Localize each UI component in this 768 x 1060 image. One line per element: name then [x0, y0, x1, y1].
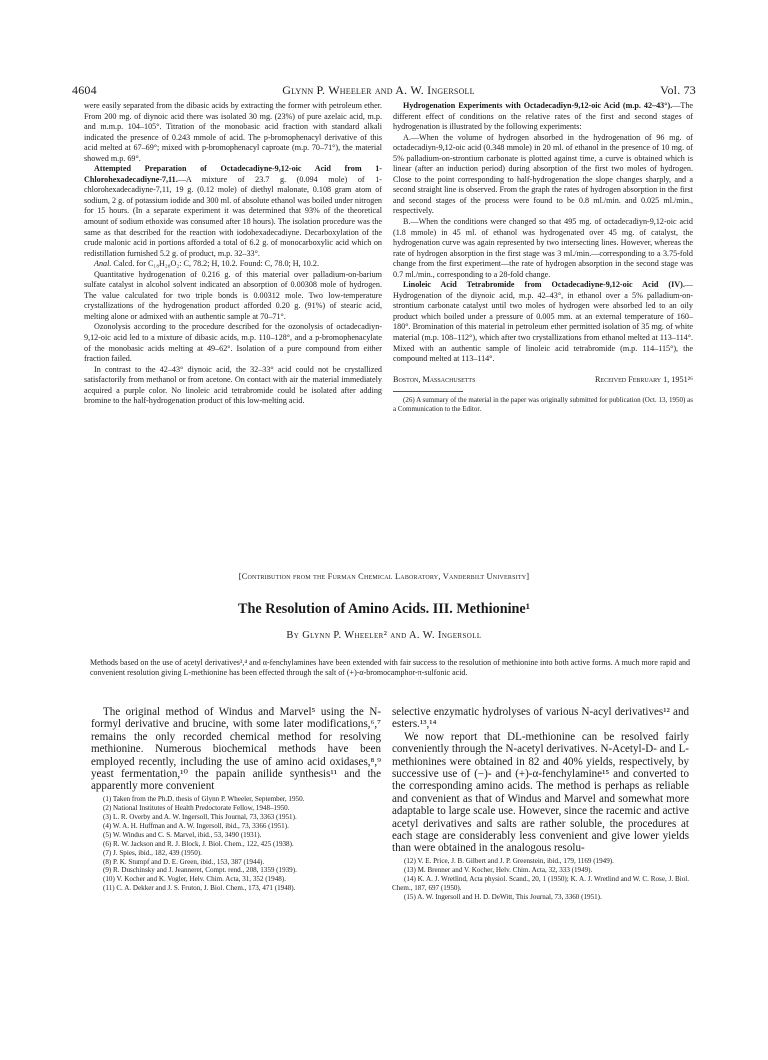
- footnote: (14) K. A. J. Wretlind, Acta physiol. Scand., 20, 1 (1950); K. A. J. Wretlind and W. C. Rose, J. Biol. Chem., 187, 697 (1950).: [392, 874, 689, 892]
- article-authors: By Glynn P. Wheeler² and A. W. Ingersoll: [286, 630, 482, 641]
- footnote: (6) R. W. Jackson and R. J. Block, J. Biol. Chem., 122, 425 (1938).: [103, 839, 294, 848]
- footnote: (11) C. A. Dekker and J. S. Fruton, J. Biol. Chem., 173, 471 (1948).: [103, 884, 296, 893]
- received-line: [393, 375, 693, 386]
- footnote: (2) National Institutes of Health Predoctorate Fellow, 1948–1950.: [103, 803, 290, 812]
- left-column-top: [84, 101, 382, 407]
- left-column-body: [91, 706, 381, 893]
- volume-label: Vol. 73: [660, 83, 696, 97]
- article-title: The Resolution of Amino Acids. III. Methionine¹: [238, 601, 530, 617]
- paragraph: The original method of Windus and Marvel⁵ using the N-formyl derivative and brucine, with some later modifications,⁶,⁷ remains the only recorded chemical method for resolving methionine. Numerous biochemical methods have been employed recently, including the use of amino acid oxidases,⁸,⁹ yeast fermentation,¹⁰ the papain anilide synthesis¹¹ and the apparently more convenient: [91, 706, 381, 793]
- paragraph: Quantitative hydrogenation of 0.216 g. of this material over palladium-on-barium sulfate catalyst in alcohol solvent indicated an absorption of 0.00308 mole of hydrogen. The value calculated for two triple bonds is 0.00312 mole. Two low-temperature crystallizations of the hydrogenation product afforded 0.20 g. (91%) of stearic acid, melting alone or admixed with an authentic sample at 70–71°.: [84, 269, 382, 321]
- paragraph: [393, 101, 693, 133]
- footnote-divider: [393, 391, 463, 392]
- running-title: Glynn P. Wheeler and A. W. Ingersoll: [282, 83, 475, 97]
- abstract: Methods based on the use of acetyl derivatives³,⁴ and α-fenchylamines have been extended with fair success to the resolution of methionine into both active forms. A much more rapid and convenient resolution giving L-methionine has been effected through the salt of (+)-α-bromocamphor-π-sulfonic acid.: [90, 658, 690, 677]
- footnote: (1) Taken from the Ph.D. thesis of Glynn P. Wheeler, September, 1950.: [103, 794, 305, 803]
- paragraph-text: —A mixture of 23.7 g. (0.094 mole) of 1-chlorohexadecadiyne-7,11, 19 g. (0.12 mole) of diethyl malonate, 0.108 gram atom of sodium, 2 g. of potassium iodide and 300 ml. of absolute ethanol was boiled under nitrogen for 15 hours. (In a separate experiment it was determined that 93% of the theoretical amount of sodium ethoxide was consumed after 18 hours). The isolation procedure was the same as that described for the reaction with iodohexadecadiyne. Decarboxylation of the crude malonic acid in portions afforded a total of 6.2 g. of monocarboxylic acid which on redistillation furnished 5.2 g. of product, m.p. 32–33°.: [84, 174, 382, 258]
- footnote: (13) M. Brenner and V. Kocher, Helv. Chim. Acta, 32, 333 (1949).: [404, 865, 593, 874]
- page-header: [72, 83, 696, 98]
- analysis-text: Calcd. for C₁₈H₂₈O₂: C, 78.2; H, 10.2. Found: C, 78.0; H, 10.2.: [113, 259, 319, 269]
- paragraph: [84, 259, 382, 270]
- section-heading: Linoleic Acid Tetrabromide from Octadecadiyne-9,12-oic Acid (IV).: [403, 280, 685, 290]
- location: Boston, Massachusetts: [393, 374, 476, 384]
- paragraph: B.—When the conditions were changed so that 495 mg. of octadecadiyn-9,12-oic acid (1.8 mmole) in 45 ml. of ethanol was hydrogenated over 45 mg. of catalyst, the hydrogenation curve was again represented by two intersecting lines. However, whereas the rate of hydrogen absorption in the first stage was 3 ml./min.—corresponding to a 3.75-fold change from the first experiment—the rate of hydrogen absorption in the second stage was 0.7 ml./min., corresponding to a 28-fold change.: [393, 217, 693, 279]
- page-number: 4604: [72, 83, 97, 97]
- paragraph: selective enzymatic hydrolyses of various N-acyl derivatives¹² and esters.¹³,¹⁴: [392, 706, 689, 731]
- footnote: (26) A summary of the material in the paper was originally submitted for publication (Oct. 13, 1950) as a Communication to the Editor.: [393, 396, 693, 414]
- paragraph: were easily separated from the dibasic acids by extracting the former with petroleum ether. From 200 mg. of diynoic acid there was isolated 30 mg. (23%) of pure azelaic acid, m.p. and m.m.p. 104–105°. Titration of the monobasic acid fraction with standard alkali indicated the presence of 0.243 mmole of acid. The p-bromophenacyl derivative of this acid melted at 67–69°; mixed with p-bromophenacyl caproate (m.p. 70–71°), the material showed m.p. 69°.: [84, 101, 382, 163]
- paragraph-text: —The different effect of conditions on the relative rates of the first and second stages of hydrogenation is illustrated by the following experiments:: [393, 101, 693, 132]
- contribution-line: [Contribution from the Furman Chemical Laboratory, Vanderbilt University]: [238, 572, 530, 581]
- footnote: (5) W. Windus and C. S. Marvel, ibid., 53, 3490 (1931).: [103, 830, 262, 839]
- footnote: (10) V. Kocher and K. Vogler, Helv. Chim. Acta, 31, 352 (1948).: [103, 875, 286, 884]
- paragraph-text: —Hydrogenation of the diynoic acid, m.p. 42–43°, in ethanol over a 5% palladium-on-strontium carbonate catalyst until two moles of hydrogen were absorbed led to an oily product which boiled under a pressure of 0.005 mm. at an external temperature of 160–180°. Bromination of this material in petroleum ether permitted isolation of 35 mg. of white material (m.p. 108–112°), which after two crystallizations from ethanol melted at 113–114°. Mixed with an authentic sample of linoleic acid tetrabromide (m.p. 114–115°), the compound melted at 113–114°.: [393, 280, 693, 364]
- footnotes-right: [392, 857, 689, 902]
- footnote: (9) R. Duschinsky and J. Jeanneret, Compt. rend., 208, 1359 (1939).: [103, 866, 297, 875]
- section-heading: Hydrogenation Experiments with Octadecadiyn-9,12-oic Acid (m.p. 42–43°).: [403, 101, 673, 110]
- paragraph: We now report that DL-methionine can be resolved fairly conveniently through the N-acetyl derivatives. N-Acetyl-D- and L-methionines were obtained in 82 and 40% yields, respectively, by successive use of (−)- and (+)-α-fenchylamine¹⁵ and converted to the corresponding amino acids. The method is perhaps as reliable and convenient as that of Windus and Marvel and somewhat more adaptable to large scale use. However, since the racemic and active acetyl derivatives and salts are rather soluble, the procedures at each stage are considerably less convenient and give lower yields than were obtained in the analogous resolu-: [392, 730, 689, 855]
- footnote: (7) J. Spies, ibid., 182, 439 (1950).: [103, 848, 202, 857]
- paragraph: [393, 280, 693, 364]
- section-heading: Attempted Preparation of Octadecadiyne-9,12-oic Acid from 1-Chlorohexadecadiyne-7,11.: [84, 164, 382, 184]
- footnote: (4) W. A. H. Huffman and A. W. Ingersoll, ibid., 73, 3366 (1951).: [103, 821, 289, 830]
- footnote: (12) V. E. Price, J. B. Gilbert and J. P. Greenstein, ibid., 179, 1169 (1949).: [404, 856, 614, 865]
- right-column-top: [393, 101, 693, 414]
- paragraph: A.—When the volume of hydrogen absorbed in the hydrogenation of 96 mg. of octadecadiyn-9,12-oic acid (0.348 mmole) in 20 ml. of ethanol in the presence of 10 mg. of 5% palladium-on-strontium carbonate is plotted against time, a curve is obtained which is linear (after an induction period) during absorption of the first two moles of hydrogen. Close to the point corresponding to half-hydrogenation the slope changes sharply, and a second straight line is observed. From the graph the rates of hydrogen absorption in the first and second stages of the process were found to be 0.8 ml./min. and 0.025 ml./min., respectively.: [393, 132, 693, 216]
- footnote: (3) L. R. Overby and A. W. Ingersoll, This Journal, 73, 3363 (1951).: [103, 812, 297, 821]
- paragraph: [84, 164, 382, 259]
- footnote: (15) A. W. Ingersoll and H. D. DeWitt, This Journal, 73, 3360 (1951).: [404, 892, 602, 901]
- paragraph: Ozonolysis according to the procedure described for the ozonolysis of octadecadiyn-9,12-oic acid led to a mixture of dibasic acids, m.p. 110–128°, and a p-bromophenacylate of the monobasic acids melting at 49–62°. Isolation of a pure compound from either fraction failed.: [84, 322, 382, 364]
- paragraph: In contrast to the 42–43° diynoic acid, the 32–33° acid could not be crystallized satisfactorily from methanol or from acetone. On contact with air the material immediately acquired a purple color. No linoleic acid tetrabromide could be isolated after adding bromine to the half-hydrogenation product of this low-melting acid.: [84, 364, 382, 406]
- footnotes-left: [91, 795, 381, 893]
- analysis-label: Anal.: [94, 259, 112, 269]
- received-date: Received February 1, 1951²⁶: [595, 374, 693, 384]
- right-column-body: [392, 706, 689, 902]
- footnote: (8) P. K. Stumpf and D. E. Green, ibid., 153, 387 (1944).: [103, 857, 265, 866]
